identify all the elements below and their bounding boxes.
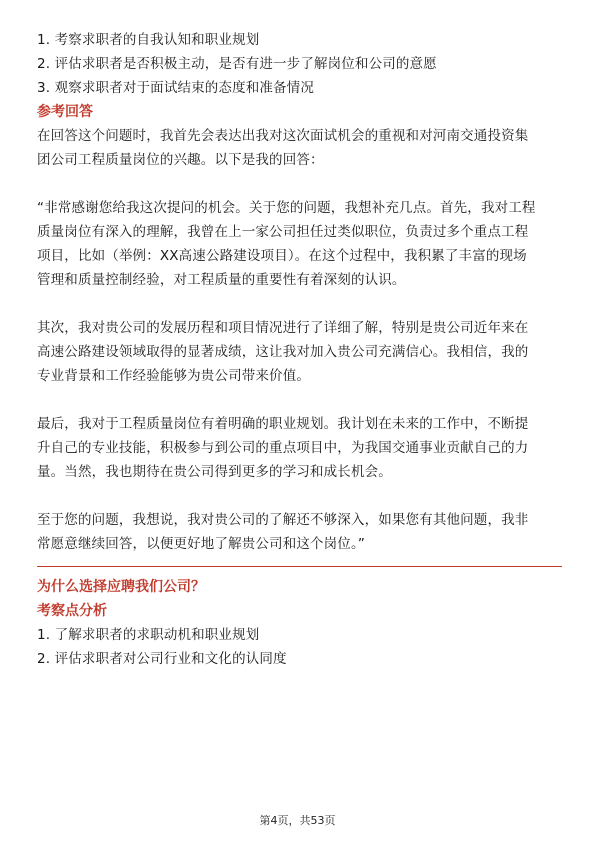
page-footer: 第4页，共53页 (259, 814, 336, 827)
paragraph-gap (37, 388, 562, 412)
paragraph-line: 专业背景和工作经验能够为贵公司带来价值。 (37, 368, 310, 384)
paragraph-line: 至于您的问题，我想说，我对贵公司的了解还不够深入，如果您有其他问题，我非 (37, 512, 529, 528)
answer-paragraph-3 (37, 412, 562, 484)
criteria-item: 1. 考察求职者的自我认知和职业规划 (37, 32, 260, 48)
paragraph-line: 升自己的专业技能，积极参与到公司的重点项目中，为我国交通事业贡献自己的力 (37, 440, 529, 456)
paragraph-line: 团公司工程质量岗位的兴趣。以下是我的回答： (37, 152, 324, 168)
question-heading: 为什么选择应聘我们公司？ (37, 579, 205, 595)
page-content (37, 28, 562, 671)
paragraph-gap (37, 484, 562, 508)
answer-paragraph-2 (37, 316, 562, 388)
paragraph-line: 其次，我对贵公司的发展历程和项目情况进行了详细了解，特别是贵公司近年来在 (37, 320, 529, 336)
criteria-item: 3. 观察求职者对于面试结束的态度和准备情况 (37, 80, 314, 96)
analysis-heading: 考察点分析 (37, 603, 107, 619)
paragraph-line: 项目，比如（举例：XX高速公路建设项目）。在这个过程中，我积累了丰富的现场 (37, 248, 527, 264)
paragraph-line: 常愿意继续回答，以便更好地了解贵公司和这个岗位。” (37, 536, 365, 552)
paragraph-line: 质量岗位有深入的理解，我曾在上一家公司担任过类似职位，负责过多个重点工程 (37, 224, 529, 240)
paragraph-line: 量。当然，我也期待在贵公司得到更多的学习和成长机会。 (37, 464, 392, 480)
paragraph-line: “非常感谢您给我这次提问的机会。关于您的问题，我想补充几点。首先，我对工程 (37, 200, 536, 216)
criteria-item: 2. 评估求职者是否积极主动，是否有进一步了解岗位和公司的意愿 (37, 56, 437, 72)
section-divider (37, 566, 562, 567)
reference-answer-heading: 参考回答 (37, 104, 93, 120)
answer-paragraph-1 (37, 196, 562, 292)
intro-paragraph (37, 124, 562, 172)
paragraph-gap (37, 172, 562, 196)
paragraph-line: 在回答这个问题时，我首先会表达出我对这次面试机会的重视和对河南交通投资集 (37, 128, 529, 144)
criteria-list-1 (37, 28, 562, 100)
criteria-item: 2. 评估求职者对公司行业和文化的认同度 (37, 651, 287, 667)
paragraph-line: 最后，我对于工程质量岗位有着明确的职业规划。我计划在未来的工作中，不断提 (37, 416, 529, 432)
criteria-list-2 (37, 623, 562, 671)
paragraph-gap (37, 292, 562, 316)
paragraph-line: 管理和质量控制经验，对工程质量的重要性有着深刻的认识。 (37, 272, 406, 288)
paragraph-line: 高速公路建设领域取得的显著成绩，这让我对加入贵公司充满信心。我相信，我的 (37, 344, 529, 360)
criteria-item: 1. 了解求职者的求职动机和职业规划 (37, 627, 260, 643)
answer-paragraph-4 (37, 508, 562, 556)
